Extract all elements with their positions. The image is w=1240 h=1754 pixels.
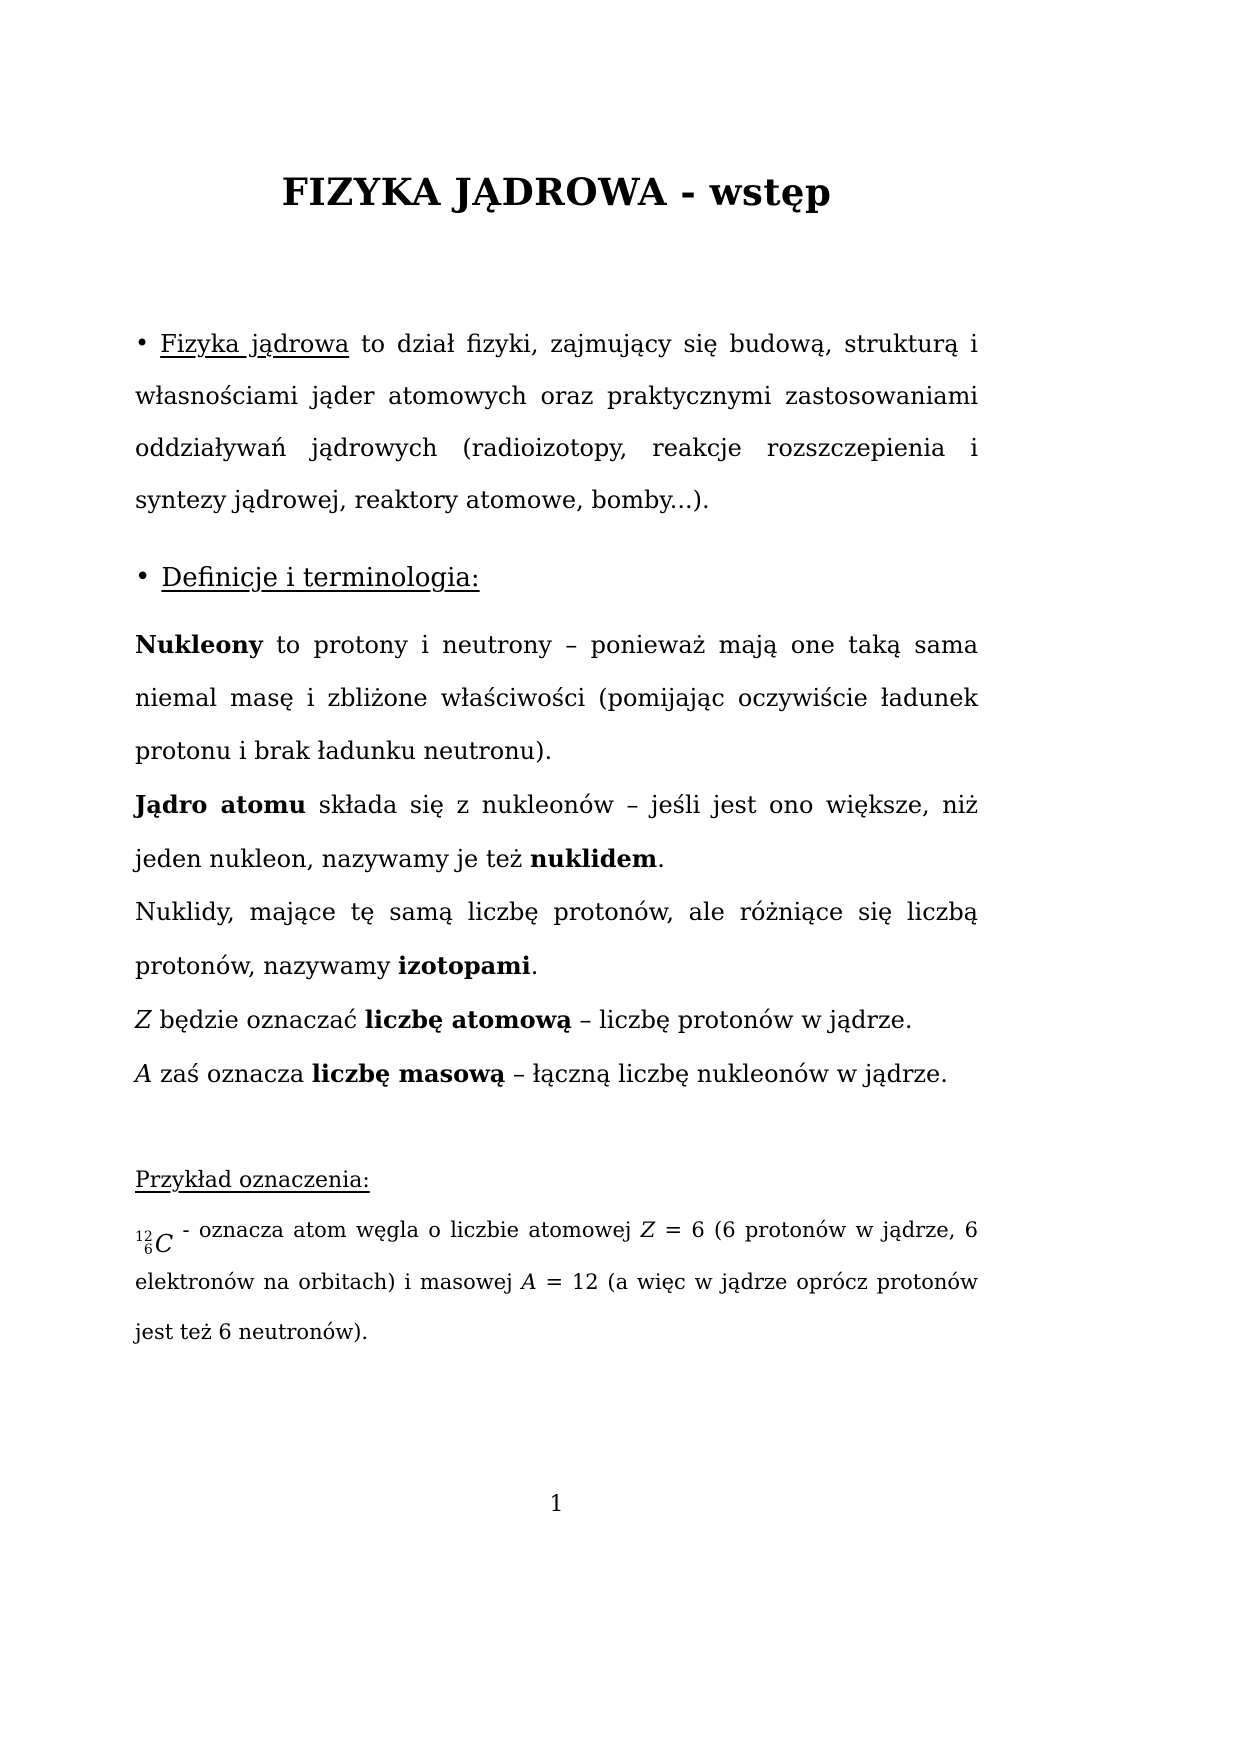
paragraph-nuklidy — [135, 886, 978, 993]
intro-text: to dział fizyki, zajmujący się budową, strukturą i własnościami jąder atomowych oraz praktycznymi zastosowaniami oddziaływań jądrowych (radioizotopy, reakcje rozszczepienia i syntezy jądrowej, reaktory atomowe, bomby...). — [135, 330, 978, 514]
paragraph-jadro-atomu — [135, 778, 978, 886]
term-nuklidem: nuklidem — [529, 844, 658, 873]
jadro-text-end: . — [657, 845, 665, 873]
symbol-z: Z — [135, 1006, 152, 1034]
example-text-1: - oznacza atom węgla o liczbie atomowej — [173, 1218, 641, 1242]
page-number: 1 — [549, 1492, 564, 1517]
nuclide-mass-number: 12 — [135, 1229, 153, 1245]
a-text-end: – łączną liczbę nukleonów w jądrze. — [505, 1060, 948, 1088]
example-text-3: (a więc w jądrze oprócz protonów jest też 6 neutronów). — [135, 1270, 978, 1344]
term-liczba-masowa: liczbę masową — [311, 1059, 506, 1088]
paragraph-a-definition — [135, 1047, 978, 1101]
a-value: = 12 — [536, 1270, 599, 1294]
nuklidy-text-end: . — [530, 952, 539, 980]
z-value: = 6 — [655, 1218, 705, 1242]
nuclide-notation — [135, 1231, 173, 1257]
z-text-end: – liczbę protonów w jądrze. — [571, 1006, 913, 1034]
term-izotopami: izotopami — [398, 951, 531, 980]
example-heading — [135, 1157, 978, 1205]
term-jadro-atomu: Jądro atomu — [135, 790, 307, 819]
paragraph-z-definition — [135, 993, 978, 1047]
example-heading-label: Przykład oznaczenia: — [135, 1168, 370, 1193]
nuklidy-text: Nuklidy, mające tę samą liczbę protonów, ale różniące się liczbą protonów, nazywamy — [135, 898, 978, 980]
term-nukleony: Nukleony — [135, 630, 263, 659]
symbol-a: A — [135, 1060, 153, 1088]
symbol-a-example: A — [521, 1270, 537, 1294]
nukleony-text: to protony i neutrony – ponieważ mają one taką sama niemal masę i zbliżone właściwości (pomijając oczywiście ładunek protonu i brak ładunku neutronu). — [135, 631, 978, 765]
nuclide-element-symbol: C — [154, 1230, 174, 1258]
paragraph-intro — [135, 318, 978, 526]
example-text-2: (6 protonów w jądrze, 6 elektronów na orbitach) i masowej — [135, 1218, 978, 1294]
z-text: będzie oznaczać — [151, 1006, 365, 1034]
symbol-z-example: Z — [640, 1218, 656, 1242]
intro-underlined-term: Fizyka jądrowa — [160, 330, 350, 358]
bullet-icon: • — [135, 329, 150, 357]
paragraph-example — [135, 1205, 978, 1357]
jadro-text: składa się z nukleonów – jeśli jest ono większe, niż jeden nukleon, nazywamy je też — [135, 791, 979, 873]
a-text: zaś oznacza — [152, 1060, 312, 1088]
page-title: FIZYKA JĄDROWA - wstęp — [281, 170, 832, 214]
definitions-heading-label: Definicje i terminologia: — [161, 563, 480, 593]
nuclide-atomic-number: 6 — [143, 1242, 153, 1258]
bullet-icon: • — [135, 562, 151, 592]
paragraph-nukleony — [135, 618, 978, 778]
nuclide-prescripts — [135, 1231, 153, 1257]
term-liczba-atomowa: liczbę atomową — [364, 1005, 572, 1034]
definitions-heading — [135, 552, 978, 604]
